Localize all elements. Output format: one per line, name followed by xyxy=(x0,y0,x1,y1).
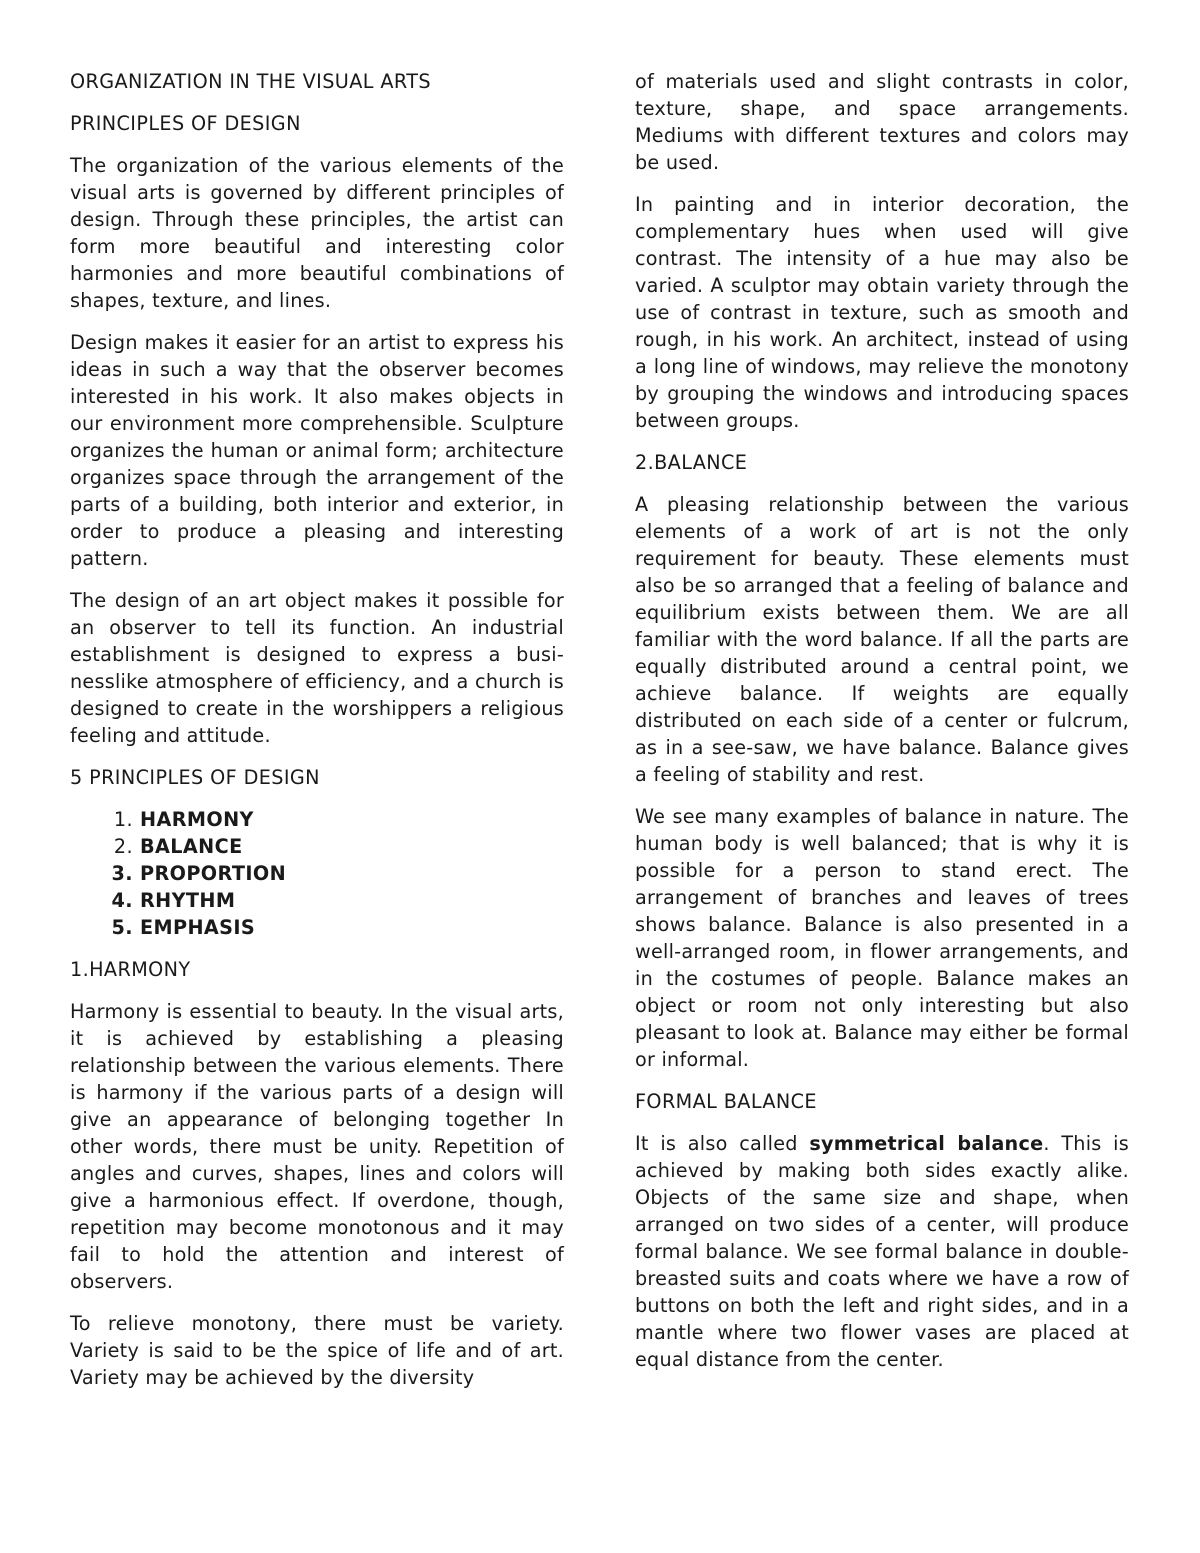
formal-intro-text: It is also called xyxy=(635,1132,810,1155)
paragraph: Harmony is essential to beauty. In the visual arts, it is achieved by establishing a pleasing relationship between the various elements. There is harmony if the various parts of a design will give an appearance of belonging together In other words, there must be unity. Repetition of angles and curves, shapes, lines and colors will give a harmonious effect. If overdone, though, repetition may become monotonous and it may fail to hold the attention and interest of observers. xyxy=(70,1000,564,1293)
list-item xyxy=(111,860,564,887)
list-label: HARMONY xyxy=(140,808,254,831)
list-label: RHYTHM xyxy=(140,889,236,912)
list-item xyxy=(111,914,564,941)
paragraph: We see many examples of balance in nature. The human body is well balanced; that is why it is possible for a person to stand erect. The arrangement of branches and leaves of trees shows balance. Balance is also presented in a well-arranged room, in flower arrangements, and in the costumes of people. Balance makes an object or room not only interesting but also pleasant to look at. Balance may either be formal or informal. xyxy=(635,805,1129,1071)
paragraph xyxy=(635,1130,1129,1373)
paragraph: The design of an art object makes it possible for an observer to tell its function. An industrial establishment is designed to express a busi-nesslike atmosphere of efficiency, and a church is designed to create in the worshippers a religious feeling and attitude. xyxy=(70,589,564,747)
left-column xyxy=(70,68,564,1406)
paragraph: Design makes it easier for an artist to express his ideas in such a way that the observer becomes interested in his work. It also makes objects in our environment more comprehensible. Sculpture organizes the human or animal form; architecture organizes space through the arrangement of the parts of a building, both interior and exterior, in order to produce a pleasing and interesting pattern. xyxy=(70,331,564,570)
paragraph: To relieve monotony, there must be variety. Variety is said to be the spice of life and of art. Variety may be achieved by the diversity xyxy=(70,1312,564,1389)
list-item xyxy=(113,833,564,860)
list-label: EMPHASIS xyxy=(140,916,256,939)
list-heading: 5 PRINCIPLES OF DESIGN xyxy=(70,766,320,789)
list-label: PROPORTION xyxy=(140,862,287,885)
right-column xyxy=(635,68,1129,1388)
paragraph: In painting and in interior decoration, the complementary hues when used will give contrast. The intensity of a hue may also be varied. A sculptor may obtain variety through the use of contrast in texture, such as smooth and rough, in his work. An architect, instead of using a long line of windows, may relieve the monotony by grouping the windows and introducing spaces between groups. xyxy=(635,193,1129,432)
list-item xyxy=(113,806,564,833)
list-number: 2. xyxy=(113,835,133,858)
list-number: 4. xyxy=(111,889,133,912)
list-item xyxy=(111,887,564,914)
list-number: 1. xyxy=(113,808,133,831)
document-title: ORGANIZATION IN THE VISUAL ARTS xyxy=(70,70,431,93)
emphasized-term: symmetrical balance xyxy=(809,1132,1044,1155)
list-label: BALANCE xyxy=(140,835,243,858)
list-number: 5. xyxy=(111,916,133,939)
formal-body-text: . This is achieved by making both sides exactly alike. Objects of the same size and shape, when arranged on two sides of a center, will produce formal balance. We see formal balance in double-breasted suits and coats where we have a row of buttons on both the left and right sides, and in a mantle where two flower vases are placed at equal distance from the center. xyxy=(635,1132,1129,1371)
harmony-heading: 1.HARMONY xyxy=(70,958,191,981)
paragraph: The organization of the various elements of the visual arts is governed by different principles of design. Through these principles, the artist can form more beautiful and interesting color harmonies and more beautiful combinations of shapes, texture, and lines. xyxy=(70,154,564,312)
balance-heading: 2.BALANCE xyxy=(635,451,748,474)
list-number: 3. xyxy=(111,862,133,885)
paragraph: of materials used and slight contrasts in color, texture, shape, and space arrangements. Mediums with different textures and colors may be used. xyxy=(635,70,1129,174)
principles-list xyxy=(70,806,564,941)
formal-balance-heading: FORMAL BALANCE xyxy=(635,1090,817,1113)
section-subtitle: PRINCIPLES OF DESIGN xyxy=(70,112,301,135)
paragraph: A pleasing relationship between the various elements of a work of art is not the only requirement for beauty. These elements must also be so arranged that a feeling of balance and equilibrium exists between them. We are all familiar with the word balance. If all the parts are equally distributed around a central point, we achieve balance. If weights are equally distributed on each side of a center or fulcrum, as in a see-saw, we have balance. Balance gives a feeling of stability and rest. xyxy=(635,493,1129,786)
